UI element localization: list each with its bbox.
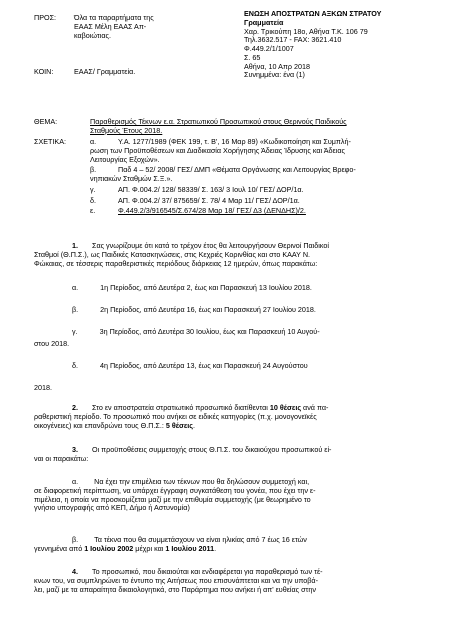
subject-label: ΘΕΜΑ: xyxy=(34,117,58,126)
paragraph-line: κνων του, να συμπληρώνει το έντυπο της Αιτήσεως που επισυνάπτεται και να την υποβά- xyxy=(34,575,318,585)
recipients-label: ΠΡΟΣ: xyxy=(34,13,57,22)
period-continuation: στου 2018. xyxy=(34,339,70,348)
subject-line: Σταθμούς Έτους 2018. xyxy=(90,125,163,135)
reference-item xyxy=(90,166,430,175)
reference-line: Φ.449.2/3/916545/Σ.674/28 Μαρ 18/ ΓΕΣ/ Δ3 (ΔΕΝΔΗΣ)/2. xyxy=(118,206,306,216)
paragraph-text: γεννημένα από xyxy=(34,543,85,553)
attachments: Συνημμένα: ένα (1) xyxy=(244,70,305,80)
reference-mark: ε. xyxy=(90,206,96,216)
period-item xyxy=(34,362,427,371)
period-mark: γ. xyxy=(72,327,78,336)
org-name: ΕΝΩΣΗ ΑΠΟΣΤΡΑΤΩΝ ΑΞΚΩΝ ΣΤΡΑΤΟΥ xyxy=(244,9,382,18)
recipients-line: καβοιώτιας. xyxy=(74,30,111,40)
references-list xyxy=(90,138,430,216)
recipients-line: Όλα τα παραρτήματα της xyxy=(74,13,154,22)
period-mark: δ. xyxy=(72,361,78,370)
reference-mark: β. xyxy=(90,165,97,175)
paragraph-text: Το προσωπικό, που δικαιούται και ενδιαφέρεται για παραθερισμό των τέ- xyxy=(92,567,323,576)
reference-mark: α. xyxy=(90,137,97,146)
paragraph-emphasis: 5 θέσεις xyxy=(165,420,194,430)
sigma-number: Σ. 65 xyxy=(244,52,261,62)
period-mark: α. xyxy=(72,283,79,292)
paragraph-number: 2. xyxy=(72,403,78,412)
paragraph-number: 1. xyxy=(72,241,78,250)
paragraph-text: Να έχει την επιμέλεια των τέκνων που θα δηλώσουν συμμετοχή και, xyxy=(94,477,310,486)
cc-label: ΚΟΙΝ: xyxy=(34,67,54,76)
paragraph-line: Σταθμοί (Θ.Π.Σ.), ως Παιδικές Κατασκηνώσεις, στις Κεχριές Κορινθίας και στο ΚΑΑΥ Ν. xyxy=(34,249,311,259)
paragraph-emphasis: 1 Ιουλίου 2002 xyxy=(84,543,134,553)
subparagraph-3a xyxy=(34,478,427,513)
paragraph-line: λει, μαζί με τα απαραίτητα δικαιολογητικά, στο Παράρτημα που ανήκει ή απ' ευθείας στην xyxy=(34,584,316,594)
paragraph-line xyxy=(34,545,427,554)
reference-line: Λειτουργίας Εξοχών». xyxy=(90,154,160,164)
paragraph-line xyxy=(34,446,427,455)
reference-line: Παδ 4 – 52/ 2008/ ΓΕΣ/ ΔΜΠ «Θέματα Οργάνωσης και Λειτουργίας Βρεφο- xyxy=(118,165,356,175)
period-item xyxy=(34,328,427,337)
paragraph-line: πιμέλεια, η οποία να προσκομίζεται μαζί με την επιθυμία συμμετοχής (με θεωρημένο το xyxy=(34,494,311,504)
paragraph-line: ναι οι παρακάτω: xyxy=(34,453,89,463)
file-number: Φ.449.2/1/1007 xyxy=(244,44,294,54)
paragraph-text: Οι προϋποθέσεις συμμετοχής στους Θ.Π.Σ. του δικαιούχου προσωπικού εί- xyxy=(92,445,332,454)
recipients-block xyxy=(74,14,154,40)
period-text: 2η Περίοδος, από Δευτέρα 16, έως και Παρασκευή 27 Ιουλίου 2018. xyxy=(100,305,316,314)
org-unit: Γραμματεία xyxy=(244,17,284,27)
reference-item xyxy=(90,207,430,216)
period-text: 1η Περίοδος, από Δευτέρα 2, έως και Παρασκευή 13 Ιουλίου 2018. xyxy=(100,283,312,292)
paragraph-text: . xyxy=(193,420,196,430)
reference-item xyxy=(90,186,430,195)
paragraph-text: Σας γνωρίζουμε ότι κατά το τρέχον έτος θα λειτουργήσουν Θερινοί Παιδικοί xyxy=(92,241,329,250)
period-continuation: 2018. xyxy=(34,383,52,392)
paragraph-text: Στο εν αποστρατεία στρατιωτικό προσωπικό διατίθενται xyxy=(92,403,270,412)
cc-text: ΕΑΑΣ/ Γραμματεία. xyxy=(74,67,136,76)
reference-line: ΑΠ. Φ.004.2/ 37/ 875659/ Σ. 78/ 4 Μαρ 11/ ΓΕΣ/ ΔΟΡ/1α. xyxy=(118,195,300,205)
paragraph-text: Τα τέκνα που θα συμμετάσχουν να είναι ηλικίας από 7 έως 16 ετών xyxy=(94,535,307,544)
reference-line: ρωση των Προϋποθέσεων και Διαδικασία Χορήγησης Άδειας Ίδρυσης και Άδειας xyxy=(90,145,345,155)
paragraph-emphasis: 1 Ιουλίου 2011 xyxy=(165,543,215,553)
subject-line: Παραθερισμός Τέκνων ε.α. Στρατιωτικού Προσωπικού στους Θερινούς Παιδικούς xyxy=(90,117,347,126)
subject-text xyxy=(90,118,347,136)
paragraph-2 xyxy=(34,404,427,430)
paragraph-number: 3. xyxy=(72,445,78,454)
document-date: Αθήνα, 10 Απρ 2018 xyxy=(244,61,310,71)
period-text: 3η Περίοδος, από Δευτέρα 30 Ιουλίου, έως και Παρασκευή 10 Αυγού- xyxy=(99,327,320,336)
address: Χαρ. Τρικούπη 18ο, Αθήνα Τ.Κ. 106 79 xyxy=(244,26,368,36)
reference-line: ΑΠ. Φ.004.2/ 128/ 58339/ Σ. 163/ 3 Ιουλ 10/ ΓΕΣ/ ΔΟΡ/1α. xyxy=(118,184,304,194)
reference-line: Υ.Α. 1277/1989 (ΦΕΚ 199, τ. Β', 16 Μαρ 89) «Κωδικοποίηση και Συμπλή- xyxy=(118,137,351,146)
paragraph-line xyxy=(34,422,427,431)
reference-mark: δ. xyxy=(90,195,96,205)
paragraph-line: Φώκαιας, σε τέσσερις παραθεριστικές περιόδους διάρκειας 12 ημερών, όπως παρακάτω: xyxy=(34,258,318,268)
reference-line: νηπιακών Σταθμών Σ.Ξ.». xyxy=(90,174,173,184)
recipients-line: ΕΑΑΣ Μέλη ΕΑΑΣ Απ- xyxy=(74,21,147,31)
subparagraph-3b xyxy=(34,536,427,554)
paragraph-4 xyxy=(34,568,427,594)
period-mark: β. xyxy=(72,305,79,314)
reference-mark: γ. xyxy=(90,184,96,194)
paragraph-line: ραθεριστική περίοδο. Το προσωπικό που ανήκει σε ειδικές κατηγορίες (π.χ. μονογονεϊκές xyxy=(34,411,317,421)
paragraph-text: μέχρι και xyxy=(133,543,166,553)
paragraph-text: οικογένειες) και επανδρώνει τους Θ.Π.Σ.: xyxy=(34,420,166,430)
subparagraph-mark: β. xyxy=(72,535,79,544)
paragraph-text: ανά πα- xyxy=(301,403,329,412)
paragraph-3 xyxy=(34,446,427,464)
subparagraph-mark: α. xyxy=(72,477,79,486)
reference-item xyxy=(90,197,430,206)
period-text: 4η Περίοδος, από Δευτέρα 13, έως και Παρασκευή 24 Αυγούστου xyxy=(100,361,308,370)
paragraph-line: γνήσιο υπογραφής από ΚΕΠ, Δήμο ή Αστυνομία) xyxy=(34,503,190,513)
references-label: ΣΧΕΤΙΚΑ: xyxy=(34,137,67,146)
paragraph-1 xyxy=(34,242,427,268)
paragraph-line: σε διαφορετική περίπτωση, να υπάρχει έγγραφη συγκατάθεση του γονέα, που έχει την ε- xyxy=(34,485,316,495)
paragraph-emphasis: 10 θέσεις xyxy=(269,403,302,412)
period-item xyxy=(34,284,427,293)
sender-block xyxy=(244,10,381,80)
paragraph-text: . xyxy=(214,543,217,553)
period-item xyxy=(34,306,427,315)
reference-item xyxy=(90,138,430,147)
paragraph-number: 4. xyxy=(72,567,78,576)
phone-fax: Τηλ.3632.517 - FAX: 3621.410 xyxy=(244,35,342,45)
